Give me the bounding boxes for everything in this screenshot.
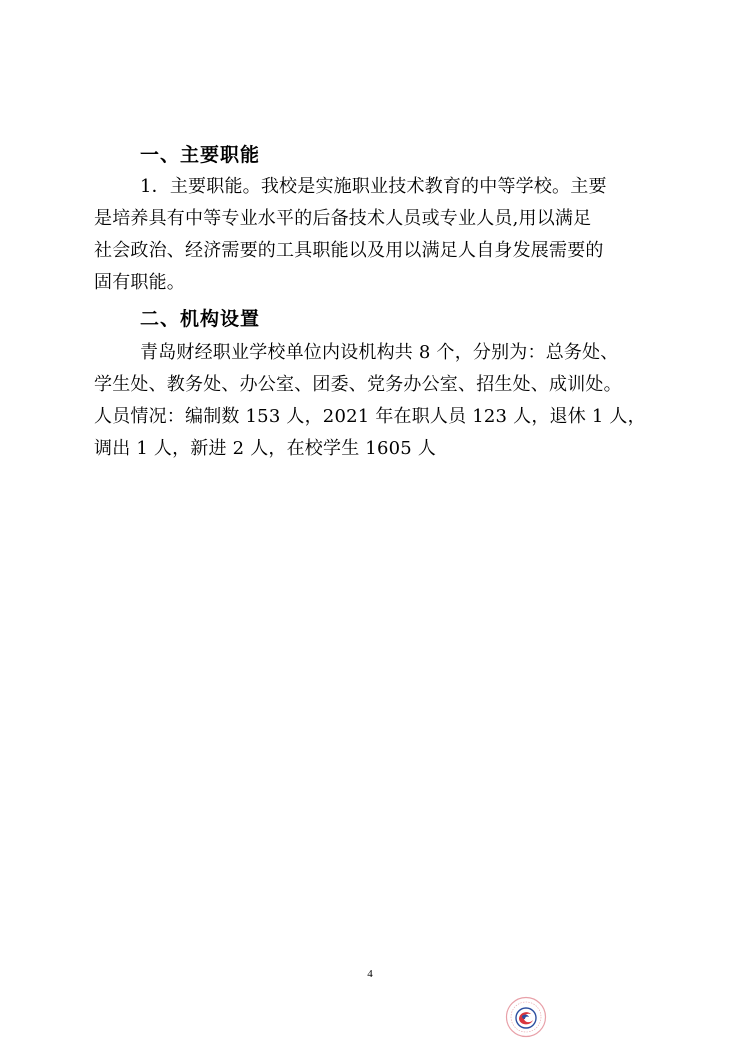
school-seal-icon (505, 996, 547, 1038)
seal-emblem-circle (516, 1008, 536, 1028)
section-heading-main-functions: 一、主要职能 (140, 144, 261, 166)
paragraph-line: 学生处、教务处、办公室、团委、党务办公室、招生处、成训处。 (94, 374, 622, 395)
paragraph-line: 调出 1 人，新进 2 人，在校学生 1605 人 (94, 438, 437, 459)
paragraph-line: 固有职能。 (94, 272, 185, 293)
paragraph-line: 社会政治、经济需要的工具职能以及用以满足人自身发展需要的 (94, 240, 604, 261)
paragraph-line: 青岛财经职业学校单位内设机构共 8 个，分别为：总务处、 (140, 342, 619, 363)
paragraph-line: 人员情况：编制数 153 人，2021 年在职人员 123 人，退休 1 人， (94, 406, 646, 427)
paragraph-line: 是培养具有中等专业水平的后备技术人员或专业人员,用以满足 (94, 208, 592, 229)
paragraph-line: 1．主要职能。我校是实施职业技术教育的中等学校。主要 (140, 176, 607, 197)
section-heading-organization: 二、机构设置 (140, 308, 261, 330)
page-number: 4 (367, 968, 373, 980)
